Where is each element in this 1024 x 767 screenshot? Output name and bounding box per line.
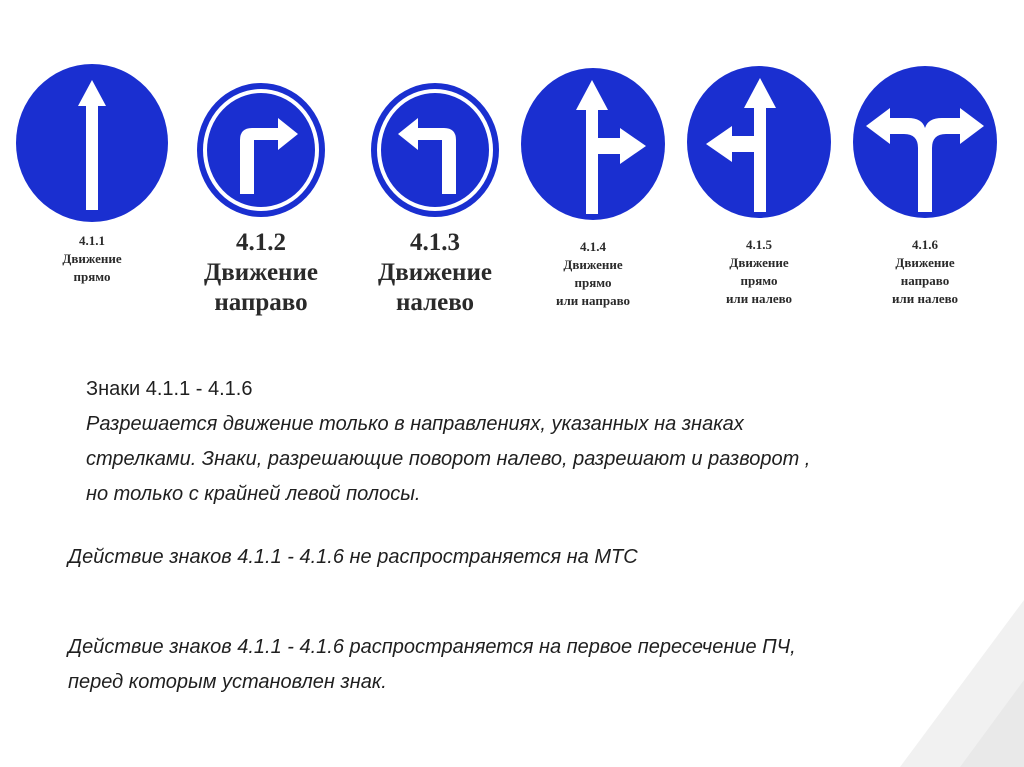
sign-name-line: направо (214, 289, 308, 316)
sign-name-line: направо (900, 273, 950, 288)
description-block (86, 372, 810, 512)
sign-name-line: или налево (725, 291, 793, 306)
caption-4-1-2 (186, 228, 336, 318)
note-intersection-line: Действие знаков 4.1.1 - 4.1.6 распространяется на первое пересечение ПЧ, (68, 636, 796, 658)
sign-name-line: Движение (729, 255, 789, 270)
sign-name-line: прямо (740, 273, 778, 288)
arrow-straight-or-right-icon (520, 66, 666, 222)
description-line: Разрешается движение только в направлениях, указанных на знаках (86, 413, 744, 435)
sign-name-line: прямо (73, 269, 111, 284)
sign-code: 4.1.3 (410, 229, 460, 256)
description-line: стрелками. Знаки, разрешающие поворот налево, разрешают и разворот , (86, 448, 811, 470)
caption-4-1-3 (360, 228, 510, 318)
sign-name-line: или направо (556, 293, 630, 308)
description-line: но только с крайней левой полосы. (86, 483, 421, 505)
sign-4-1-1 (14, 62, 170, 224)
section-heading: Знаки 4.1.1 - 4.1.6 (86, 378, 253, 400)
sign-code: 4.1.5 (746, 237, 772, 252)
sign-4-1-4 (520, 66, 666, 222)
arrow-straight-icon (14, 62, 170, 224)
arrow-straight-or-left-icon (686, 64, 832, 220)
sign-code: 4.1.2 (236, 229, 286, 256)
caption-4-1-4 (523, 238, 663, 310)
note-intersection-line: перед которым установлен знак. (68, 671, 387, 693)
sign-name-line: Движение (378, 259, 492, 286)
note-intersection (68, 630, 796, 700)
caption-4-1-6 (855, 236, 995, 308)
sign-code: 4.1.6 (912, 237, 938, 252)
sign-4-1-5 (686, 64, 832, 220)
caption-4-1-5 (689, 236, 829, 308)
sign-4-1-3 (370, 82, 500, 218)
arrow-right-or-left-icon (852, 64, 998, 220)
sign-name-line: Движение (563, 257, 623, 272)
sign-code: 4.1.1 (79, 233, 105, 248)
sign-4-1-2 (196, 82, 326, 218)
sign-name-line: Движение (62, 251, 122, 266)
sign-name-line: Движение (204, 259, 318, 286)
note-mts (68, 540, 638, 575)
caption-4-1-1 (22, 232, 162, 286)
arrow-left-turn-icon (370, 82, 500, 218)
note-mts-text: Действие знаков 4.1.1 - 4.1.6 не распространяется на МТС (68, 546, 638, 568)
sign-name-line: или налево (891, 291, 959, 306)
sign-4-1-6 (852, 64, 998, 220)
arrow-right-turn-icon (196, 82, 326, 218)
sign-name-line: Движение (895, 255, 955, 270)
sign-code: 4.1.4 (580, 239, 606, 254)
sign-name-line: налево (395, 289, 475, 316)
sign-name-line: прямо (574, 275, 612, 290)
